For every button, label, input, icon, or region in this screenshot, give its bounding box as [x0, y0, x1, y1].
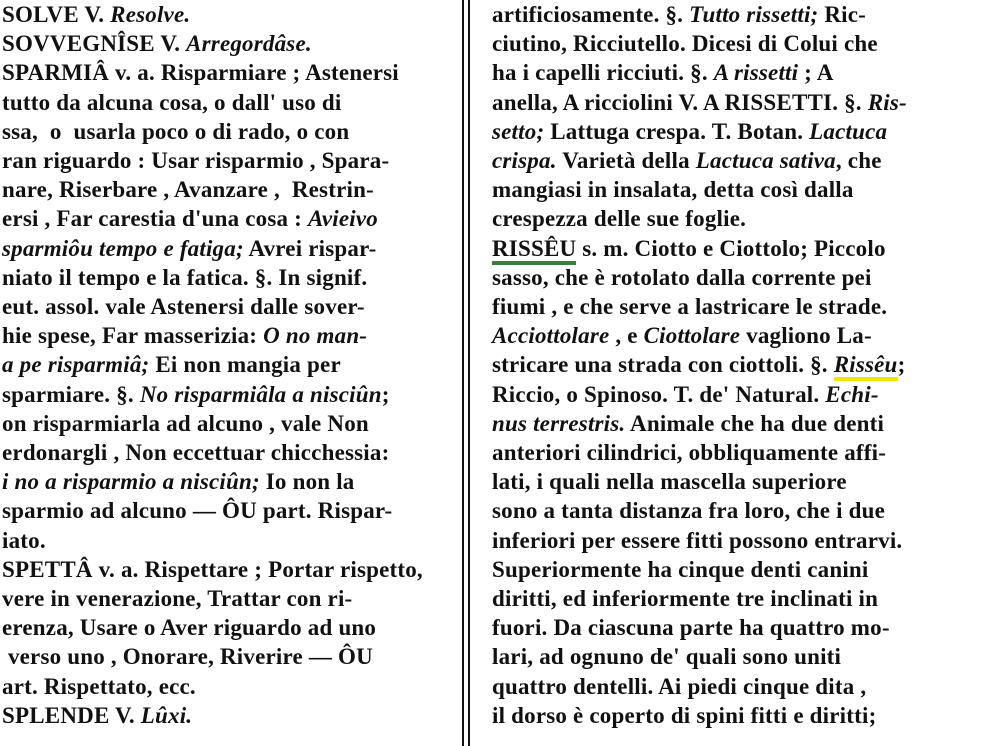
text-line [492, 615, 890, 641]
text-run: Ei non mangia per [149, 352, 341, 378]
text-line [2, 615, 376, 641]
text-line [492, 323, 872, 349]
text-line [2, 674, 196, 700]
text-run: ssa, o usarla poco o di rado, o con [2, 118, 350, 144]
text-run: inferiori per essere fitti possono entrarvi. [492, 527, 903, 553]
text-run: iato. [2, 527, 46, 553]
text-run: fiumi , e che serve a lastricare le strade. [492, 294, 888, 319]
text-line [492, 528, 902, 554]
text-line [492, 352, 905, 378]
text-run: Ric- [818, 2, 867, 27]
text-line [2, 644, 373, 670]
text-run: verso uno , Onorare, Riverire — ÔU [2, 644, 373, 670]
text-line [2, 411, 369, 437]
text-line [2, 60, 399, 86]
text-run: diritti, ed inferiormente tre inclinati in [492, 586, 879, 611]
text-run: SPETTÂ v. a. Rispettare ; Portar rispetto, [2, 556, 423, 582]
text-line [2, 31, 312, 57]
text-run: A rissetti [713, 60, 799, 86]
text-line [2, 206, 378, 232]
text-line [2, 586, 352, 612]
text-run: artificiosamente. §. [492, 2, 690, 27]
text-run: Lactuca sativa [695, 148, 836, 173]
text-run: , che [835, 148, 882, 173]
text-run: ; [897, 352, 906, 378]
text-line [492, 498, 885, 524]
right-text-column [478, 0, 995, 746]
text-line [2, 703, 192, 729]
text-run: Varietà della [556, 148, 696, 173]
text-run: crespezza delle sue foglie. [492, 206, 747, 232]
text-line [492, 557, 869, 583]
text-line [2, 469, 355, 495]
text-line [2, 440, 389, 466]
text-run: sparmiare. §. [2, 381, 140, 407]
left-text-column [0, 0, 458, 746]
text-run: quattro dentelli. Ai piedi cinque dita , [492, 673, 867, 699]
text-run: nus terrestris. [492, 410, 626, 436]
highlighted-word: Rissêu [834, 352, 898, 381]
text-run: Resolve. [110, 2, 191, 27]
text-line [2, 382, 390, 408]
text-line [2, 294, 365, 320]
text-run: lari, ad ognuno de' quali sono uniti [492, 644, 842, 670]
text-run: anteriori cilindrici, obbliquamente affi- [492, 440, 887, 465]
text-run: sparmio ad alcuno — ÔU part. Rispar- [2, 498, 393, 524]
text-run: O no man- [263, 323, 368, 349]
text-line [492, 440, 886, 466]
text-run: Tutto rissetti; [689, 2, 819, 27]
text-run: SOLVE V. [2, 2, 111, 27]
text-run: lati, i quali nella mascella superiore [492, 469, 847, 495]
text-run: tutto da alcuna cosa, o dall' uso di [2, 89, 342, 115]
text-run: Echi- [825, 381, 879, 407]
text-line [2, 265, 367, 291]
text-run: s. m. Ciotto e Ciottolo; Piccolo [576, 235, 886, 261]
text-run: vere in venerazione, Trattar con ri- [2, 586, 353, 611]
text-run: Superiormente ha cinque denti canini [492, 556, 869, 582]
text-line [492, 674, 866, 700]
text-run: on risparmiarla ad alcuno , vale Non [2, 410, 369, 436]
text-line [2, 148, 389, 174]
text-line [492, 586, 878, 612]
text-line [492, 31, 878, 57]
text-run: art. Rispettato, ecc. [2, 673, 196, 699]
text-run: , e [609, 323, 644, 349]
text-line [492, 60, 834, 86]
text-run: Arregordâse. [186, 31, 312, 57]
text-line [492, 265, 872, 291]
text-run: vagliono La- [740, 323, 872, 349]
text-run: Ris- [867, 89, 907, 115]
text-run: i no a risparmio a nisciûn; [2, 469, 260, 495]
text-run: ersi , Far carestia d'una cosa : [2, 206, 308, 232]
text-line [492, 469, 847, 495]
text-run: ha i capelli ricciuti. §. [492, 60, 714, 86]
text-run: Avrei rispar- [243, 235, 377, 261]
highlighted-word: RISSÊU [492, 236, 576, 265]
text-run: SOVVEGNÎSE V. [2, 31, 187, 57]
text-run: il dorso è coperto di spini fitti e diritti; [492, 702, 877, 728]
text-run: erdonargli , Non eccettuar chicchessia: [2, 440, 390, 465]
text-run: stricare una strada con ciottoli. §. [492, 352, 834, 378]
text-run: Lactuca [809, 118, 888, 144]
text-line [2, 2, 190, 28]
text-line [2, 528, 46, 554]
text-run: eut. assol. vale Astenersi dalle sover- [2, 294, 365, 319]
text-line [492, 148, 882, 174]
text-run: Acciottolare [492, 323, 610, 349]
text-line [492, 90, 907, 116]
text-run: sasso, che è rotolato dalla corrente pei [492, 264, 872, 290]
column-divider [462, 0, 470, 746]
text-line [492, 294, 887, 320]
text-line [492, 206, 746, 232]
text-run: Riccio, o Spinoso. T. de' Natural. [492, 381, 826, 407]
text-line [2, 323, 367, 349]
text-run: ; A [798, 60, 834, 86]
text-run: SPARMIÂ v. a. Risparmiare ; Astenersi [2, 60, 399, 86]
text-run: fuori. Da ciascuna parte ha quattro mo- [492, 615, 890, 641]
text-run: nare, Riserbare , Avanzare , Restrin- [2, 177, 374, 203]
text-line [492, 703, 876, 729]
text-run: ciutino, Ricciutello. Dicesi di Colui che [492, 31, 878, 57]
text-line [2, 90, 342, 116]
text-line [492, 411, 884, 437]
text-run: hie spese, Far masserizia: [2, 323, 264, 349]
text-run: Avieivo [308, 206, 378, 232]
text-run: mangiasi in insalata, detta così dalla [492, 177, 854, 203]
text-run: setto; [492, 118, 545, 144]
text-run: ran riguardo : Usar risparmio , Spara- [2, 148, 390, 173]
text-line [2, 119, 349, 145]
text-run: crispa. [492, 148, 557, 173]
text-run: Ciottolare [643, 323, 741, 349]
entry-headword-line [492, 236, 886, 262]
text-run: a pe risparmiâ; [2, 352, 150, 378]
text-line [492, 119, 887, 145]
text-run: No risparmiâla a nisciûn [139, 381, 382, 407]
text-line [2, 352, 341, 378]
text-line [2, 177, 374, 203]
text-run: sparmiôu tempo e fatiga; [2, 235, 244, 261]
text-run: Lûxi. [140, 702, 193, 728]
text-run: SPLENDE V. [2, 702, 141, 728]
text-run: niato il tempo e la fatica. §. In signif. [2, 264, 368, 290]
text-run: Io non la [259, 469, 355, 495]
text-run: Lattuga crespa. T. Botan. [544, 118, 810, 144]
text-run: erenza, Usare o Aver riguardo ad uno [2, 615, 377, 641]
text-run: ; [381, 381, 390, 407]
text-run: sono a tanta distanza fra loro, che i due [492, 498, 886, 524]
text-line [2, 557, 423, 583]
text-run: anella, A ricciolini V. A RISSETTI. §. [492, 89, 868, 115]
text-line [492, 2, 866, 28]
text-line [492, 644, 841, 670]
text-line [2, 498, 392, 524]
text-line [2, 236, 377, 262]
text-line [492, 177, 854, 203]
text-line [492, 382, 879, 408]
text-run: Animale che ha due denti [625, 410, 885, 436]
